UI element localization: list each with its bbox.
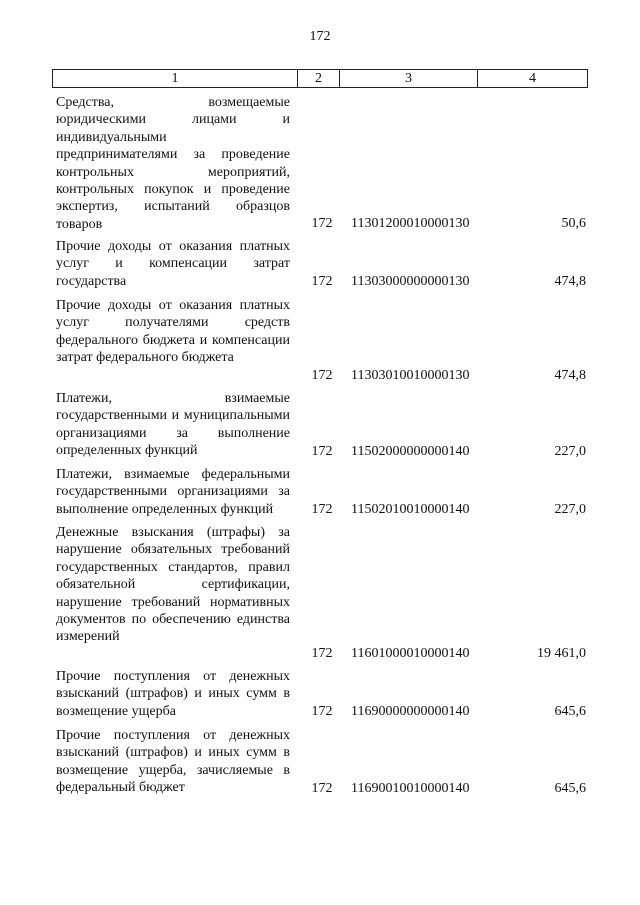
row-kbk: 11690000000000140 — [351, 704, 470, 719]
row-amount: 227,0 — [554, 502, 586, 517]
row-description: Средства, возмещаемые юридическими лицами и индивидуальными предпринимателями за проведение контрольных мероприятий, контрольных покупок и проведение экспертиз, испытаний образцов товаров — [56, 95, 290, 232]
row-description: Прочие доходы от оказания платных услуг получателями средств федерального бюджета и компенсации затрат федерального бюджета — [56, 298, 290, 366]
header-col-1: 1 — [53, 70, 298, 87]
header-col-4: 4 — [529, 71, 536, 86]
row-description: Платежи, взимаемые государственными и муниципальными организациями за выполнение определенных функций — [56, 391, 290, 459]
page-number: 172 — [309, 29, 331, 44]
row-code: 172 — [311, 781, 333, 796]
row-kbk: 11502010010000140 — [351, 502, 470, 517]
row-code: 172 — [311, 274, 333, 289]
header-col-3: 3 — [340, 70, 478, 87]
row-amount: 645,6 — [554, 781, 586, 796]
row-description: Денежные взыскания (штрафы) за нарушение обязательных требований государственных стандартов, правил обязательной сертификации, нарушение требований нормативных документов по обеспечению единства измерений — [56, 525, 290, 645]
row-description: Прочие доходы от оказания платных услуг и компенсации затрат государства — [56, 239, 290, 289]
row-code: 172 — [311, 502, 333, 517]
table-header — [52, 69, 588, 88]
row-kbk: 11502000000000140 — [351, 444, 470, 459]
row-code: 172 — [311, 646, 333, 661]
row-kbk: 11303000000000130 — [351, 274, 470, 289]
row-description: Платежи, взимаемые федеральными государственными организациями за выполнение определенных функций — [56, 467, 290, 517]
row-kbk: 11303010010000130 — [351, 368, 470, 383]
row-amount: 645,6 — [554, 704, 586, 719]
row-description: Прочие поступления от денежных взысканий (штрафов) и иных сумм в возмещение ущерба — [56, 669, 290, 719]
row-code: 172 — [311, 444, 333, 459]
row-kbk: 11601000010000140 — [351, 646, 470, 661]
row-amount: 474,8 — [554, 274, 586, 289]
row-code: 172 — [311, 368, 333, 383]
row-kbk: 11690010010000140 — [351, 781, 470, 796]
row-code: 172 — [311, 216, 333, 231]
row-code: 172 — [311, 704, 333, 719]
row-amount: 474,8 — [554, 368, 586, 383]
header-col-2: 2 — [298, 70, 340, 87]
row-kbk: 11301200010000130 — [351, 216, 470, 231]
row-amount: 227,0 — [554, 444, 586, 459]
row-amount: 50,6 — [561, 216, 586, 231]
row-description: Прочие поступления от денежных взысканий (штрафов) и иных сумм в возмещение ущерба, зачисляемые в федеральный бюджет — [56, 728, 290, 796]
row-amount: 19 461,0 — [537, 646, 586, 661]
